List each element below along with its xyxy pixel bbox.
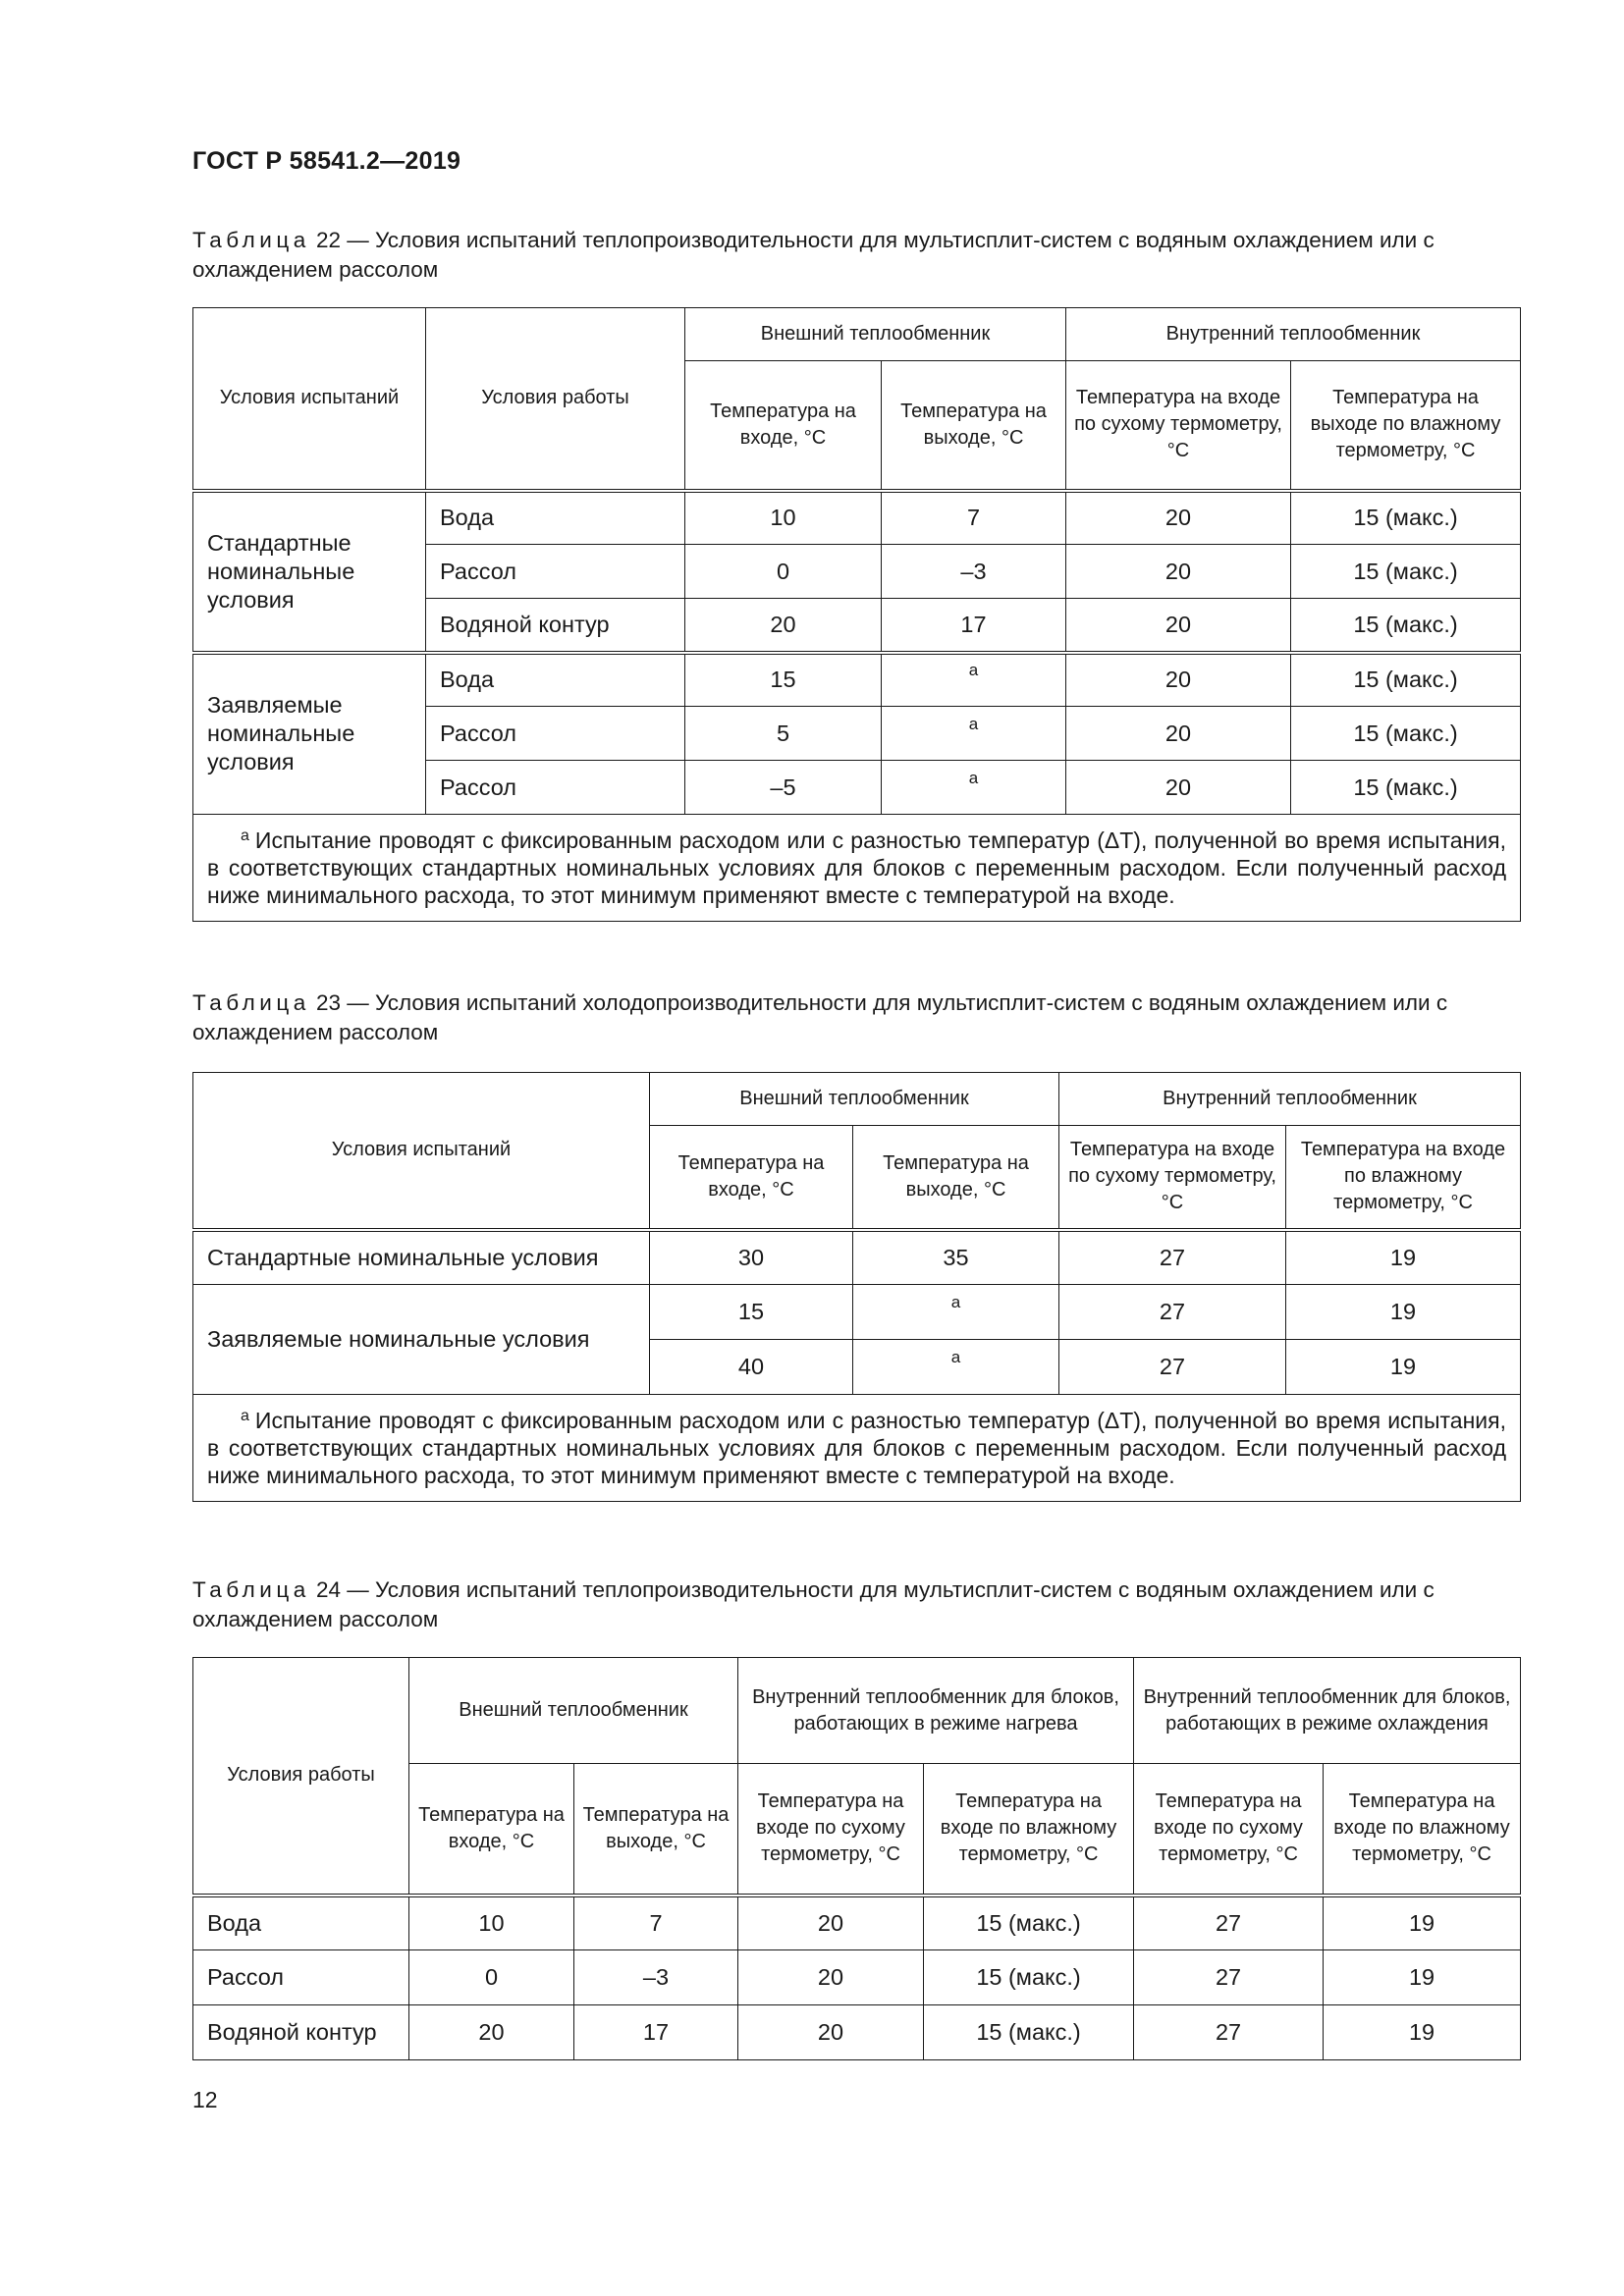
medium-cell: Водяной контур — [426, 599, 685, 653]
cooling-dry-bulb-cell: 27 — [1134, 1950, 1324, 2005]
footnote-mark: а — [968, 661, 979, 680]
header-test-conditions: Условия испытаний — [193, 1073, 650, 1230]
inlet-cell: 15 — [685, 653, 882, 707]
outlet-cell: 17 — [574, 2005, 738, 2060]
table-23-caption-text: 23 — Условия испытаний холодопроизводительности для мультисплит-систем с водяным охлаждением или с охлаждением рассолом — [192, 990, 1448, 1044]
table-22-caption-text: 22 — Условия испытаний теплопроизводительности для мультисплит-систем с водяным охлаждением или с охлаждением рассолом — [192, 228, 1435, 282]
table-row — [193, 653, 1521, 707]
header-test-conditions: Условия испытаний — [193, 308, 426, 491]
medium-cell: Вода — [193, 1896, 409, 1950]
wet-bulb-cell: 15 (макс.) — [1291, 491, 1521, 545]
inlet-cell: –5 — [685, 761, 882, 815]
dry-bulb-cell: 27 — [1059, 1340, 1286, 1395]
cooling-wet-bulb-cell: 19 — [1324, 2005, 1521, 2060]
inlet-cell: 5 — [685, 707, 882, 761]
table-note-row — [193, 815, 1521, 922]
table-23-caption-label: Таблица — [192, 990, 310, 1015]
wet-bulb-cell: 15 (макс.) — [1291, 545, 1521, 599]
medium-cell: Вода — [426, 491, 685, 545]
table-22 — [192, 307, 1521, 922]
dry-bulb-cell: 20 — [1066, 545, 1291, 599]
heating-wet-bulb-cell: 15 (макс.) — [924, 2005, 1134, 2060]
table-row — [193, 1896, 1521, 1950]
outlet-cell — [853, 1285, 1059, 1340]
header-heating-wet-bulb-temp: Температура на входе по влажному термометру, °С — [924, 1764, 1134, 1896]
heating-wet-bulb-cell: 15 (макс.) — [924, 1896, 1134, 1950]
header-outdoor-exchanger: Внешний теплообменник — [650, 1073, 1059, 1126]
outlet-cell — [882, 761, 1066, 815]
table-row — [193, 491, 1521, 545]
header-indoor-exchanger: Внутренний теплообменник — [1059, 1073, 1521, 1126]
footnote-mark: а — [968, 714, 979, 733]
dry-bulb-cell: 20 — [1066, 653, 1291, 707]
wet-bulb-cell: 19 — [1286, 1340, 1521, 1395]
table-row — [193, 2005, 1521, 2060]
wet-bulb-cell: 19 — [1286, 1230, 1521, 1285]
footnote-text: Испытание проводят с фиксированным расходом или с разностью температур (ΔT), полученной во время испытания, в соответствующих стандартных номинальных условиях для блоков с переменным расходом. Если полученный расход ниже минимального расхода, то этот минимум применяют вместе с температурой на входе. — [207, 828, 1506, 908]
header-inlet-temp: Температура на входе, °С — [409, 1764, 574, 1896]
outlet-cell: –3 — [882, 545, 1066, 599]
outlet-cell: 35 — [853, 1230, 1059, 1285]
medium-cell: Рассол — [426, 707, 685, 761]
footnote-mark: а — [950, 1293, 961, 1311]
footnote-mark: а — [968, 768, 979, 787]
inlet-cell: 20 — [409, 2005, 574, 2060]
row-group-label: Заявляемые номинальные условия — [193, 1285, 650, 1395]
header-outlet-temp: Температура на выходе, °С — [882, 361, 1066, 491]
table-22-caption — [192, 226, 1520, 285]
wet-bulb-cell: 19 — [1286, 1285, 1521, 1340]
table-footnote — [193, 815, 1521, 922]
header-wet-bulb-temp: Температура на выходе по влажному термометру, °С — [1291, 361, 1521, 491]
header-indoor-exchanger: Внутренний теплообменник — [1066, 308, 1521, 361]
outlet-cell — [853, 1340, 1059, 1395]
page-number: 12 — [192, 2087, 218, 2112]
outlet-cell: 7 — [882, 491, 1066, 545]
wet-bulb-cell: 15 (макс.) — [1291, 761, 1521, 815]
table-row — [193, 1230, 1521, 1285]
wet-bulb-cell: 15 (макс.) — [1291, 653, 1521, 707]
outlet-cell: 7 — [574, 1896, 738, 1950]
table-24 — [192, 1657, 1521, 2060]
medium-cell: Рассол — [193, 1950, 409, 2005]
inlet-cell: 10 — [685, 491, 882, 545]
dry-bulb-cell: 20 — [1066, 491, 1291, 545]
table-row — [193, 1950, 1521, 2005]
header-indoor-exchanger-cooling: Внутренний теплообменник для блоков, работающих в режиме охлаждения — [1134, 1658, 1521, 1764]
footnote-text: Испытание проводят с фиксированным расходом или с разностью температур (ΔT), полученной во время испытания, в соответствующих стандартных номинальных условиях для блоков с переменным расходом. Если полученный расход ниже минимального расхода, то этот минимум применяют вместе с температурой на входе. — [207, 1408, 1506, 1488]
cooling-dry-bulb-cell: 27 — [1134, 1896, 1324, 1950]
header-dry-bulb-temp: Температура на входе по сухому термометру, °С — [1059, 1126, 1286, 1230]
table-23-caption — [192, 988, 1520, 1047]
row-group-label: Стандартные номинальные условия — [193, 1230, 650, 1285]
header-outlet-temp: Температура на выходе, °С — [574, 1764, 738, 1896]
dry-bulb-cell: 20 — [1066, 707, 1291, 761]
medium-cell: Водяной контур — [193, 2005, 409, 2060]
table-footnote — [193, 1395, 1521, 1502]
header-dry-bulb-temp: Температура на входе по сухому термометру, °С — [1066, 361, 1291, 491]
inlet-cell: 0 — [685, 545, 882, 599]
header-inlet-temp: Температура на входе, °С — [650, 1126, 853, 1230]
row-group-label: Стандартные номинальные условия — [193, 491, 426, 653]
header-cooling-dry-bulb-temp: Температура на входе по сухому термометру, °С — [1134, 1764, 1324, 1896]
header-cooling-wet-bulb-temp: Температура на входе по влажному термометру, °С — [1324, 1764, 1521, 1896]
inlet-cell: 20 — [685, 599, 882, 653]
inlet-cell: 10 — [409, 1896, 574, 1950]
medium-cell: Вода — [426, 653, 685, 707]
outlet-cell — [882, 707, 1066, 761]
heating-wet-bulb-cell: 15 (макс.) — [924, 1950, 1134, 2005]
table-22-caption-label: Таблица — [192, 228, 310, 252]
wet-bulb-cell: 15 (макс.) — [1291, 599, 1521, 653]
dry-bulb-cell: 27 — [1059, 1230, 1286, 1285]
outlet-cell: –3 — [574, 1950, 738, 2005]
heating-dry-bulb-cell: 20 — [738, 1950, 924, 2005]
footnote-mark: а — [950, 1348, 961, 1366]
header-outdoor-exchanger: Внешний теплообменник — [685, 308, 1066, 361]
inlet-cell: 15 — [650, 1285, 853, 1340]
medium-cell: Рассол — [426, 761, 685, 815]
table-note-row — [193, 1395, 1521, 1502]
header-inlet-temp: Температура на входе, °С — [685, 361, 882, 491]
header-wet-bulb-temp: Температура на входе по влажному термометру, °С — [1286, 1126, 1521, 1230]
inlet-cell: 30 — [650, 1230, 853, 1285]
header-outdoor-exchanger: Внешний теплообменник — [409, 1658, 738, 1764]
medium-cell: Рассол — [426, 545, 685, 599]
dry-bulb-cell: 27 — [1059, 1285, 1286, 1340]
table-24-caption-label: Таблица — [192, 1577, 310, 1602]
document-header: ГОСТ Р 58541.2—2019 — [192, 147, 461, 175]
row-group-label: Заявляемые номинальные условия — [193, 653, 426, 815]
header-heating-dry-bulb-temp: Температура на входе по сухому термометру, °С — [738, 1764, 924, 1896]
table-23 — [192, 1072, 1521, 1502]
inlet-cell: 0 — [409, 1950, 574, 2005]
inlet-cell: 40 — [650, 1340, 853, 1395]
cooling-wet-bulb-cell: 19 — [1324, 1950, 1521, 2005]
cooling-dry-bulb-cell: 27 — [1134, 2005, 1324, 2060]
dry-bulb-cell: 20 — [1066, 599, 1291, 653]
header-operating-conditions: Условия работы — [193, 1658, 409, 1896]
footnote-mark: а — [241, 1408, 249, 1424]
dry-bulb-cell: 20 — [1066, 761, 1291, 815]
outlet-cell: 17 — [882, 599, 1066, 653]
header-indoor-exchanger-heating: Внутренний теплообменник для блоков, работающих в режиме нагрева — [738, 1658, 1134, 1764]
wet-bulb-cell: 15 (макс.) — [1291, 707, 1521, 761]
header-outlet-temp: Температура на выходе, °С — [853, 1126, 1059, 1230]
footnote-mark: а — [241, 828, 249, 844]
table-24-caption-text: 24 — Условия испытаний теплопроизводительности для мультисплит-систем с водяным охлаждением или с охлаждением рассолом — [192, 1577, 1435, 1631]
outlet-cell — [882, 653, 1066, 707]
cooling-wet-bulb-cell: 19 — [1324, 1896, 1521, 1950]
table-24-caption — [192, 1575, 1520, 1634]
table-row — [193, 1285, 1521, 1340]
heating-dry-bulb-cell: 20 — [738, 2005, 924, 2060]
heating-dry-bulb-cell: 20 — [738, 1896, 924, 1950]
header-operating-conditions: Условия работы — [426, 308, 685, 491]
